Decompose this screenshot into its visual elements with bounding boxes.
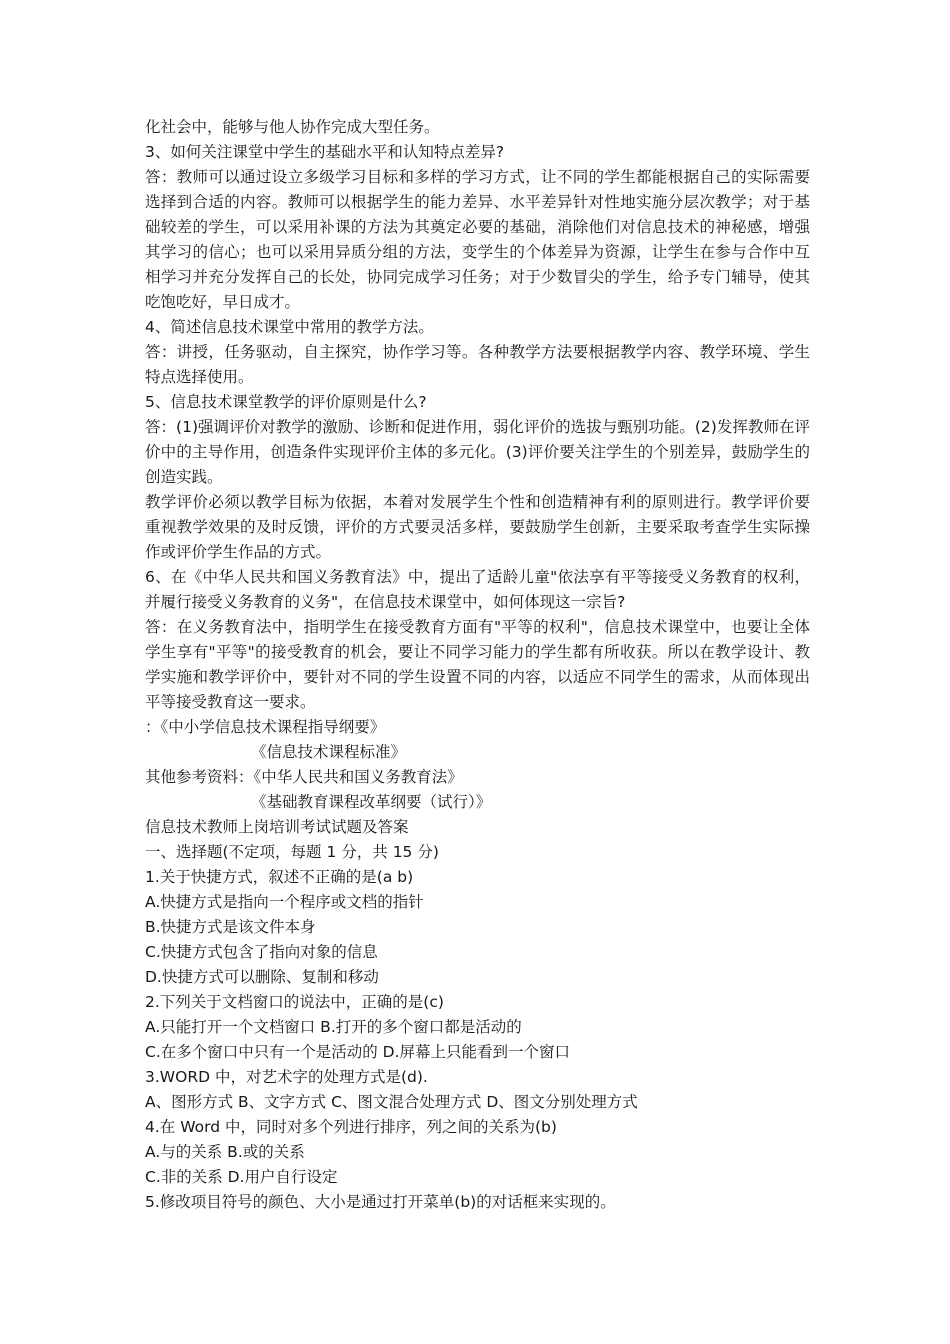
option-item: C.在多个窗口中只有一个是活动的 D.屏幕上只能看到一个窗口 [145, 1043, 571, 1061]
question-heading: 3、如何关注课堂中学生的基础水平和认知特点差异? [145, 143, 505, 161]
option-item: C.非的关系 D.用户自行设定 [145, 1168, 338, 1186]
option-item: A、图形方式 B、文字方式 C、图文混合处理方式 D、图文分别处理方式 [145, 1093, 638, 1111]
paragraph: 化社会中，能够与他人协作完成大型任务。 [145, 118, 440, 136]
answer-paragraph: 答：(1)强调评价对教学的激励、诊断和促进作用，弱化评价的选拔与甄别功能。(2)发挥教师在评价中的主导作用，创造条件实现评价主体的多元化。(3)评价要关注学生的个别差异，鼓励学生的创造实践。 [145, 418, 810, 486]
option-item: C.快捷方式包含了指向对象的信息 [145, 943, 378, 961]
question-heading: 5、信息技术课堂教学的评价原则是什么? [145, 393, 427, 411]
reference-line: 《信息技术课程标准》 [251, 743, 407, 761]
option-item: B.快捷方式是该文件本身 [145, 918, 316, 936]
reference-line: ：《中小学信息技术课程指导纲要》 [145, 718, 386, 736]
option-item: A.只能打开一个文档窗口 B.打开的多个窗口都是活动的 [145, 1018, 522, 1036]
reference-line: 其他参考资料：《中华人民共和国义务教育法》 [145, 768, 463, 786]
question-item: 4.在 Word 中，同时对多个列进行排序，列之间的关系为(b) [145, 1118, 557, 1136]
answer-paragraph: 答：讲授，任务驱动，自主探究，协作学习等。各种教学方法要根据教学内容、教学环境、学生特点选择使用。 [145, 343, 810, 386]
exam-title: 信息技术教师上岗培训考试试题及答案 [145, 818, 409, 836]
option-item: A.与的关系 B.或的关系 [145, 1143, 305, 1161]
reference-line: 《基础教育课程改革纲要（试行）》 [251, 793, 492, 811]
paragraph: 教学评价必须以教学目标为依据，本着对发展学生个性和创造精神有利的原则进行。教学评价要重视教学效果的及时反馈，评价的方式要灵活多样，要鼓励学生创新，主要采取考查学生实际操作或评价学生作品的方式。 [145, 493, 810, 561]
question-item: 2.下列关于文档窗口的说法中，正确的是(c) [145, 993, 444, 1011]
question-heading: 4、简述信息技术课堂中常用的教学方法。 [145, 318, 434, 336]
option-item: A.快捷方式是指向一个程序或文档的指针 [145, 893, 424, 911]
question-heading: 6、在《中华人民共和国义务教育法》中，提出了适龄儿童"依法享有平等接受义务教育的权利，并履行接受义务教育的义务"，在信息技术课堂中，如何体现这一宗旨? [145, 568, 810, 611]
section-heading: 一、选择题(不定项，每题 1 分，共 15 分) [145, 843, 439, 861]
answer-paragraph: 答：在义务教育法中，指明学生在接受教育方面有"平等的权利"，信息技术课堂中，也要让全体学生享有"平等"的接受教育的机会，要让不同学习能力的学生都有所收获。所以在教学设计、教学实施和教学评价中，要针对不同的学生设置不同的内容，以适应不同学生的需求，从而体现出平等接受教育这一要求。 [145, 618, 810, 711]
answer-paragraph: 答：教师可以通过设立多级学习目标和多样的学习方式，让不同的学生都能根据自己的实际需要选择到合适的内容。教师可以根据学生的能力差异、水平差异针对性地实施分层次教学；对于基础较差的学生，可以采用补课的方法为其奠定必要的基础，消除他们对信息技术的神秘感，增强其学习的信心；也可以采用异质分组的方法，变学生的个体差异为资源，让学生在参与合作中互相学习并充分发挥自己的长处，协同完成学习任务；对于少数冒尖的学生，给予专门辅导，使其吃饱吃好，早日成才。 [145, 168, 810, 311]
option-item: D.快捷方式可以删除、复制和移动 [145, 968, 379, 986]
question-item: 1.关于快捷方式，叙述不正确的是(a b) [145, 868, 414, 886]
question-item: 3.WORD 中，对艺术字的处理方式是(d). [145, 1068, 428, 1086]
question-item: 5.修改项目符号的颜色、大小是通过打开菜单(b)的对话框来实现的。 [145, 1193, 616, 1211]
document-body [145, 115, 810, 1215]
